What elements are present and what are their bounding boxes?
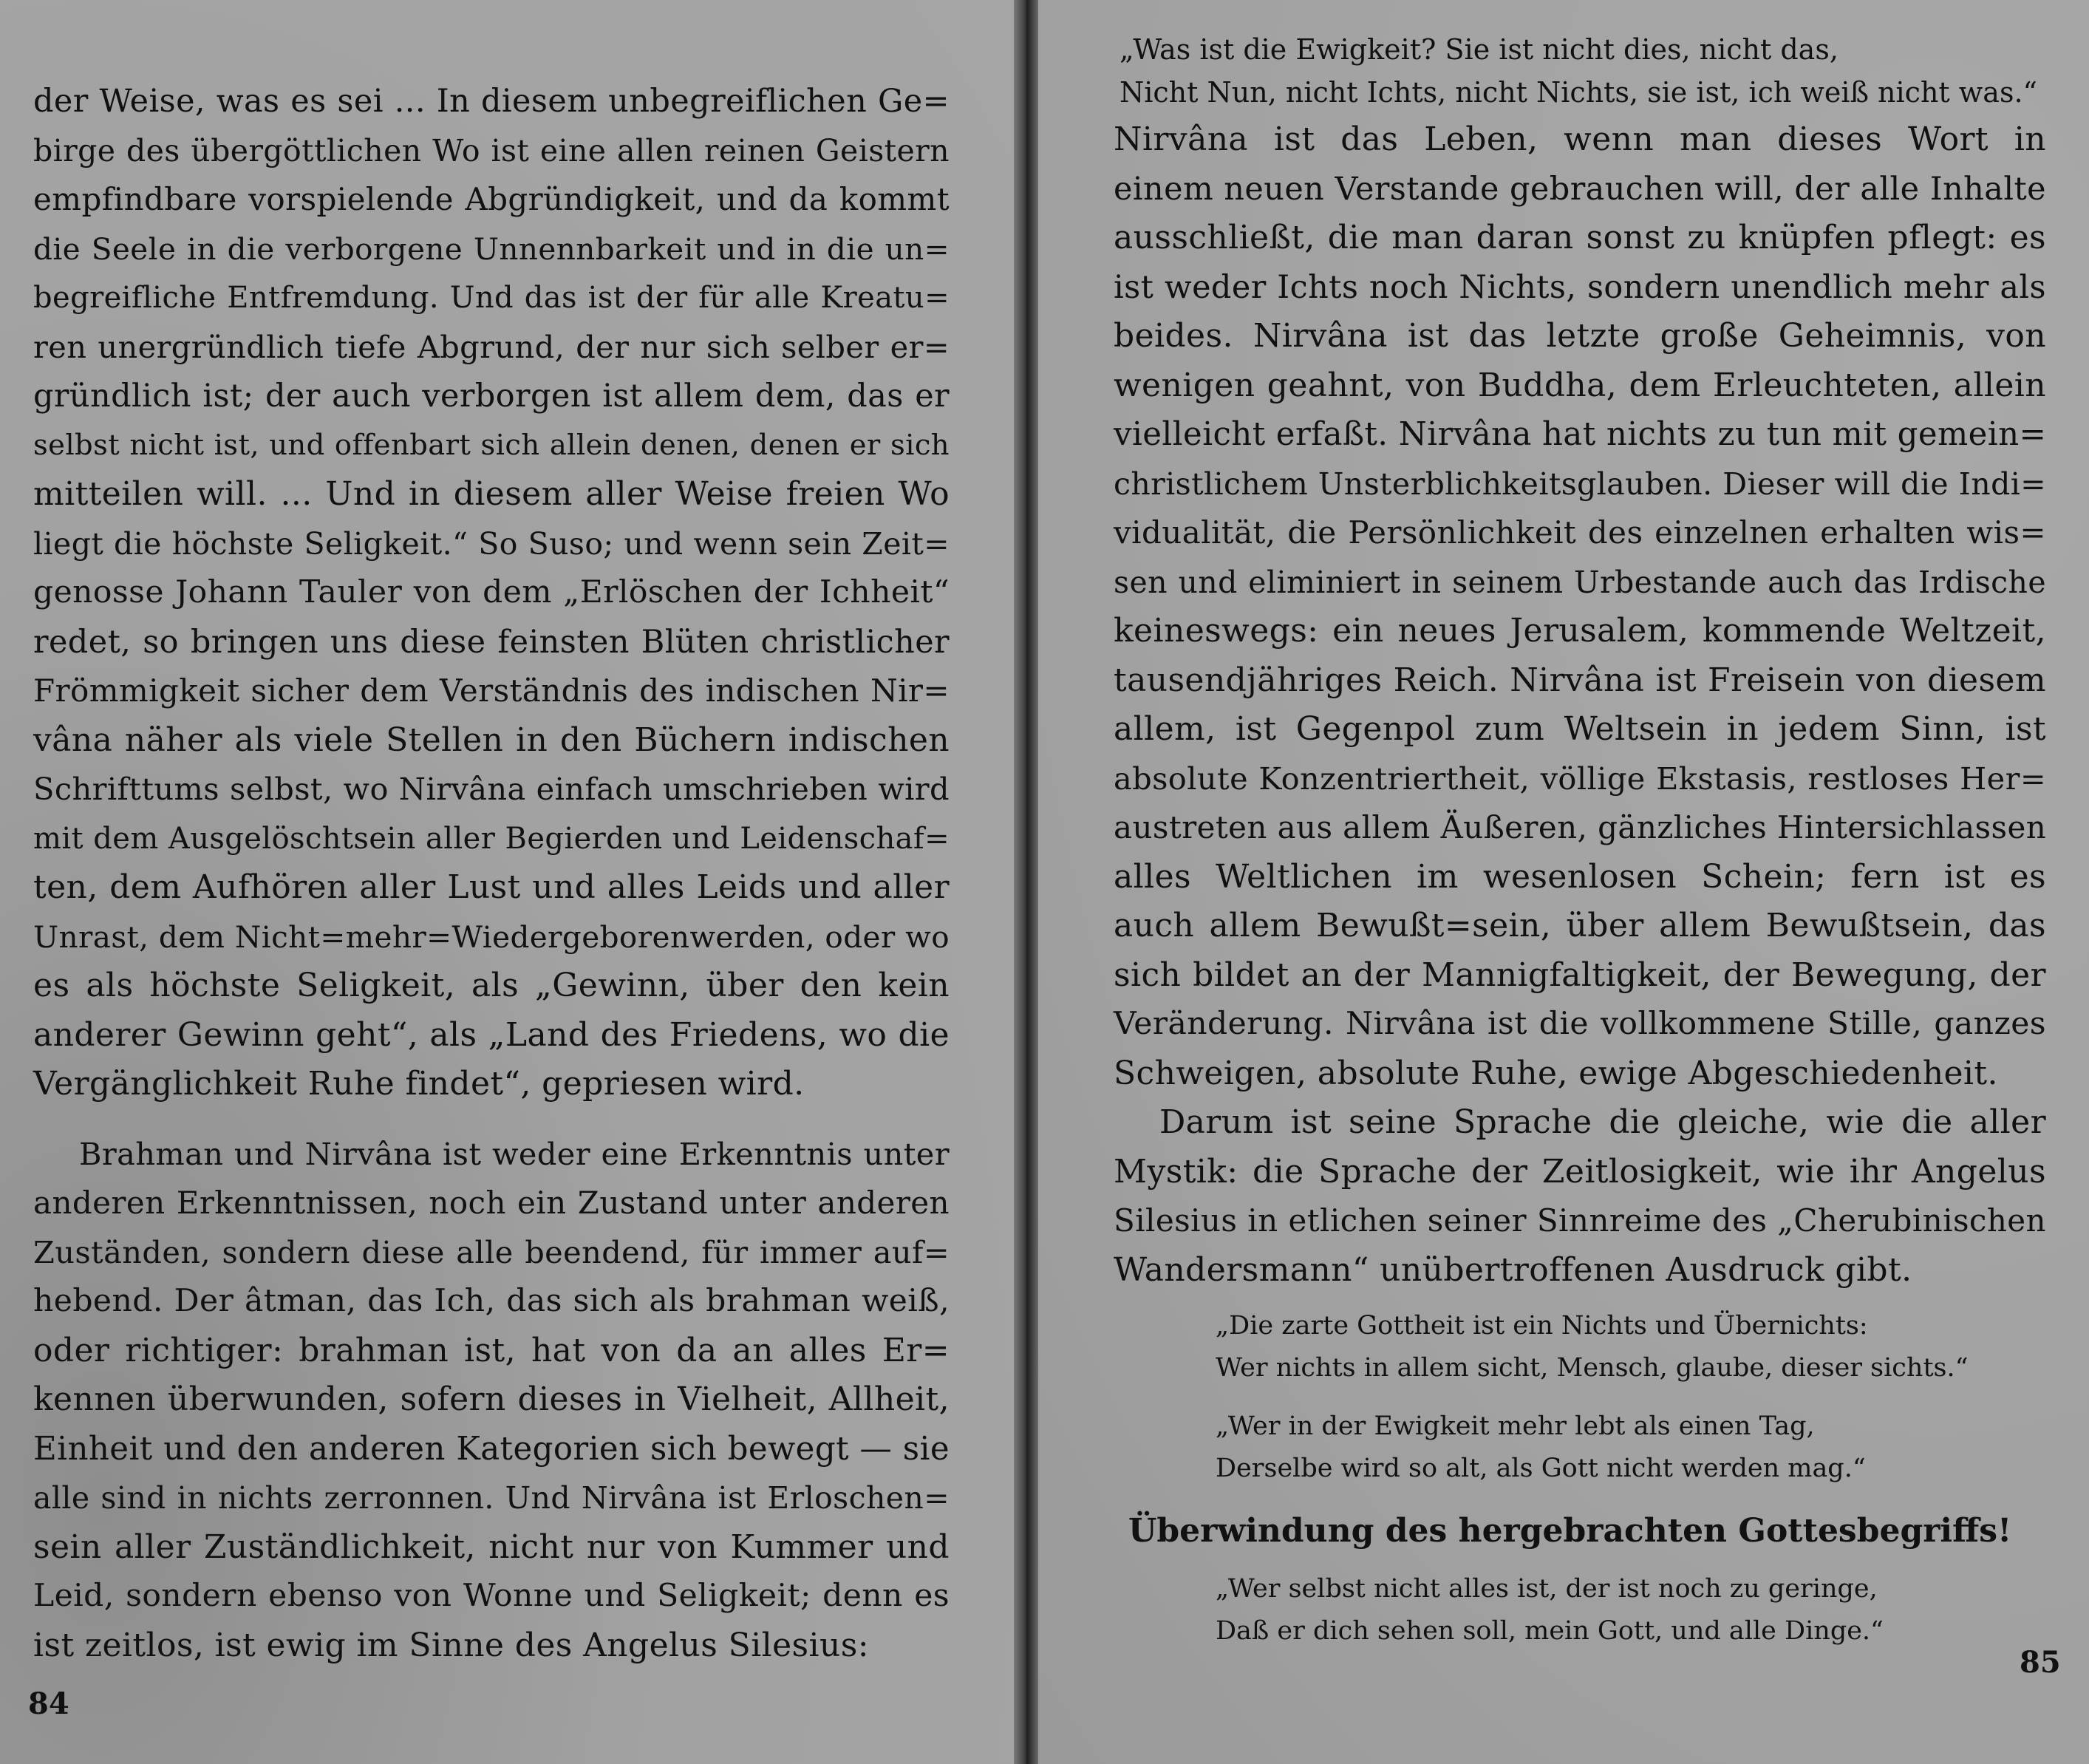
text-line: vâna näher als viele Stellen in den Büchern indischen xyxy=(33,721,950,759)
text-line: beides. Nirvâna ist das letzte große Geheimnis, von xyxy=(1114,317,2046,355)
text-line: Wandersmann“ unübertroffenen Ausdruck gibt. xyxy=(1114,1250,1912,1289)
text-line: sich bildet an der Mannigfaltigkeit, der Bewegung, der xyxy=(1114,956,2046,994)
text-line: anderer Gewinn geht“, als „Land des Friedens, wo die xyxy=(33,1015,950,1054)
text-line: tausendjähriges Reich. Nirvâna ist Freisein von diesem xyxy=(1114,661,2046,699)
right-page xyxy=(1038,0,2089,1764)
page-number-right: 85 xyxy=(2020,1645,2061,1680)
text-line: alles Weltlichen im wesenlosen Schein; fern ist es xyxy=(1114,857,2046,896)
verse-line: „Wer selbst nicht alles ist, der ist noch zu geringe, xyxy=(1216,1574,1878,1604)
text-line: es als höchste Seligkeit, als „Gewinn, über den kein xyxy=(33,967,950,1004)
book-gutter xyxy=(1014,0,1038,1764)
text-line: mit dem Ausgelöschtsein aller Begierden und Leidenschaf= xyxy=(33,821,950,856)
text-line: wenigen geahnt, von Buddha, dem Erleuchteten, allein xyxy=(1114,366,2046,404)
text-line: Mystik: die Sprache der Zeitlosigkeit, wie ihr Angelus xyxy=(1114,1152,2046,1191)
text-line: kennen überwunden, sofern dieses in Vielheit, Allheit, xyxy=(33,1380,950,1418)
text-line: Frömmigkeit sicher dem Verständnis des indischen Nir= xyxy=(33,672,950,709)
left-paragraph-2 xyxy=(33,1130,950,1671)
text-line: allem, ist Gegenpol zum Weltsein in jedem Sinn, ist xyxy=(1114,710,2046,748)
verse-dinge xyxy=(1216,1568,1884,1652)
left-text-block xyxy=(33,77,950,1670)
left-paragraph-1 xyxy=(33,77,950,1109)
text-line: birge des übergöttlichen Wo ist eine allen reinen Geistern xyxy=(33,132,950,168)
verse-line: Daß er dich sehen soll, mein Gott, und alle Dinge.“ xyxy=(1216,1616,1884,1646)
text-line: ist zeitlos, ist ewig im Sinne des Angelus Silesius: xyxy=(33,1626,869,1664)
verse-ewigkeit xyxy=(1120,28,2037,114)
text-line: selbst nicht ist, und offenbart sich allein denen, denen er sich xyxy=(33,428,950,462)
text-line: Nirvâna ist das Leben, wenn man dieses Wort in xyxy=(1114,120,2046,158)
text-line: anderen Erkenntnissen, noch ein Zustand unter anderen xyxy=(33,1185,950,1221)
right-text-block xyxy=(1114,115,2046,1295)
text-line: vielleicht erfaßt. Nirvâna hat nichts zu tun mit gemein= xyxy=(1114,416,2047,453)
text-line: liegt die höchste Seligkeit.“ So Suso; und wenn sein Zeit= xyxy=(33,525,950,562)
text-line: empfindbare vorspielende Abgründigkeit, und da kommt xyxy=(33,181,950,217)
verse-line: Nicht Nun, nicht Ichts, nicht Nichts, sie ist, ich weiß nicht was.“ xyxy=(1120,76,2037,109)
text-line: christlichem Unsterblichkeitsglauben. Dieser will die Indi= xyxy=(1114,466,2046,502)
text-line: Schweigen, absolute Ruhe, ewige Abgeschiedenheit. xyxy=(1114,1054,1998,1092)
text-line: der Weise, was es sei ... In diesem unbegreiflichen Ge= xyxy=(33,83,950,120)
text-line: mitteilen will. ... Und in diesem aller Weise freien Wo xyxy=(33,475,950,513)
text-line: genosse Johann Tauler von dem „Erlöschen der Ichheit“ xyxy=(33,574,950,610)
text-line: Silesius in etlichen seiner Sinnreime des „Cherubinischen xyxy=(1114,1202,2046,1239)
verse-line: „Wer in der Ewigkeit mehr lebt als einen Tag, xyxy=(1216,1411,1815,1441)
text-line: vidualität, die Persönlichkeit des einzelnen erhalten wis= xyxy=(1114,514,2046,551)
text-line: sen und eliminiert in seinem Urbestande auch das Irdische xyxy=(1114,564,2046,600)
text-line: keineswegs: ein neues Jerusalem, kommende Weltzeit, xyxy=(1114,612,2046,650)
text-line: ist weder Ichts noch Nichts, sondern unendlich mehr als xyxy=(1114,268,2046,306)
text-line: Schrifttums selbst, wo Nirvâna einfach umschrieben wird xyxy=(33,771,950,807)
left-page xyxy=(0,0,1014,1764)
text-line: Darum ist seine Sprache die gleiche, wie die aller xyxy=(1159,1103,2046,1141)
text-line: gründlich ist; der auch verborgen ist allem dem, das er xyxy=(33,378,950,415)
text-line: Brahman und Nirvâna ist weder eine Erkenntnis unter xyxy=(79,1135,950,1172)
text-line: redet, so bringen uns diese feinsten Blüten christlicher xyxy=(33,623,950,661)
verse-tag xyxy=(1216,1406,1866,1490)
text-line: begreifliche Entfremdung. Und das ist der für alle Kreatu= xyxy=(33,281,950,315)
verse-line: „Was ist die Ewigkeit? Sie ist nicht dies, nicht das, xyxy=(1120,33,1838,66)
text-line: einem neuen Verstande gebrauchen will, der alle Inhalte xyxy=(1114,170,2046,208)
text-line: Zuständen, sondern diese alle beendend, für immer auf= xyxy=(33,1233,950,1270)
right-paragraph-1 xyxy=(1114,115,2046,1098)
verse-gottheit xyxy=(1216,1305,1969,1389)
text-line: Leid, sondern ebenso von Wonne und Seligkeit; denn es xyxy=(33,1578,950,1614)
text-line: Unrast, dem Nicht=mehr=Wiedergeborenwerden, oder wo xyxy=(33,919,950,955)
text-line: auch allem Bewußt=sein, über allem Bewußtsein, das xyxy=(1114,907,2046,944)
page-number-left: 84 xyxy=(28,1686,69,1721)
right-paragraph-2 xyxy=(1114,1098,2046,1295)
text-line: sein aller Zuständlichkeit, nicht nur von Kummer und xyxy=(33,1528,950,1566)
text-line: alle sind in nichts zerronnen. Und Nirvâna ist Erloschen= xyxy=(33,1480,950,1516)
text-line: austreten aus allem Äußeren, gänzliches Hintersichlassen xyxy=(1114,809,2047,845)
verse-line: Derselbe wird so alt, als Gott nicht werden mag.“ xyxy=(1216,1454,1866,1483)
text-line: hebend. Der âtman, das Ich, das sich als brahman weiß, xyxy=(33,1283,950,1319)
text-line: ausschließt, die man daran sonst zu knüpfen pflegt: es xyxy=(1114,219,2046,256)
text-line: ren unergründlich tiefe Abgrund, der nur sich selber er= xyxy=(33,328,950,365)
verse-line: Wer nichts in allem sicht, Mensch, glaube, dieser sichts.“ xyxy=(1216,1353,1969,1383)
text-line: oder richtiger: brahman ist, hat von da an alles Er= xyxy=(33,1331,950,1369)
text-line: ten, dem Aufhören aller Lust und alles Leids und aller xyxy=(33,868,950,906)
verse-line: „Die zarte Gottheit ist ein Nichts und Übernichts: xyxy=(1216,1311,1868,1341)
text-line: absolute Konzentriertheit, völlige Ekstasis, restloses Her= xyxy=(1114,760,2046,797)
section-heading: Überwindung des hergebrachten Gottesbegriffs! xyxy=(1128,1512,2012,1550)
text-line: die Seele in die verborgene Unnennbarkeit und in die un= xyxy=(33,231,950,267)
text-line: Einheit und den anderen Kategorien sich bewegt — sie xyxy=(33,1430,950,1468)
text-line: Vergänglichkeit Ruhe findet“, gepriesen wird. xyxy=(33,1065,805,1103)
text-line: Veränderung. Nirvâna ist die vollkommene Stille, ganzes xyxy=(1114,1006,2046,1042)
